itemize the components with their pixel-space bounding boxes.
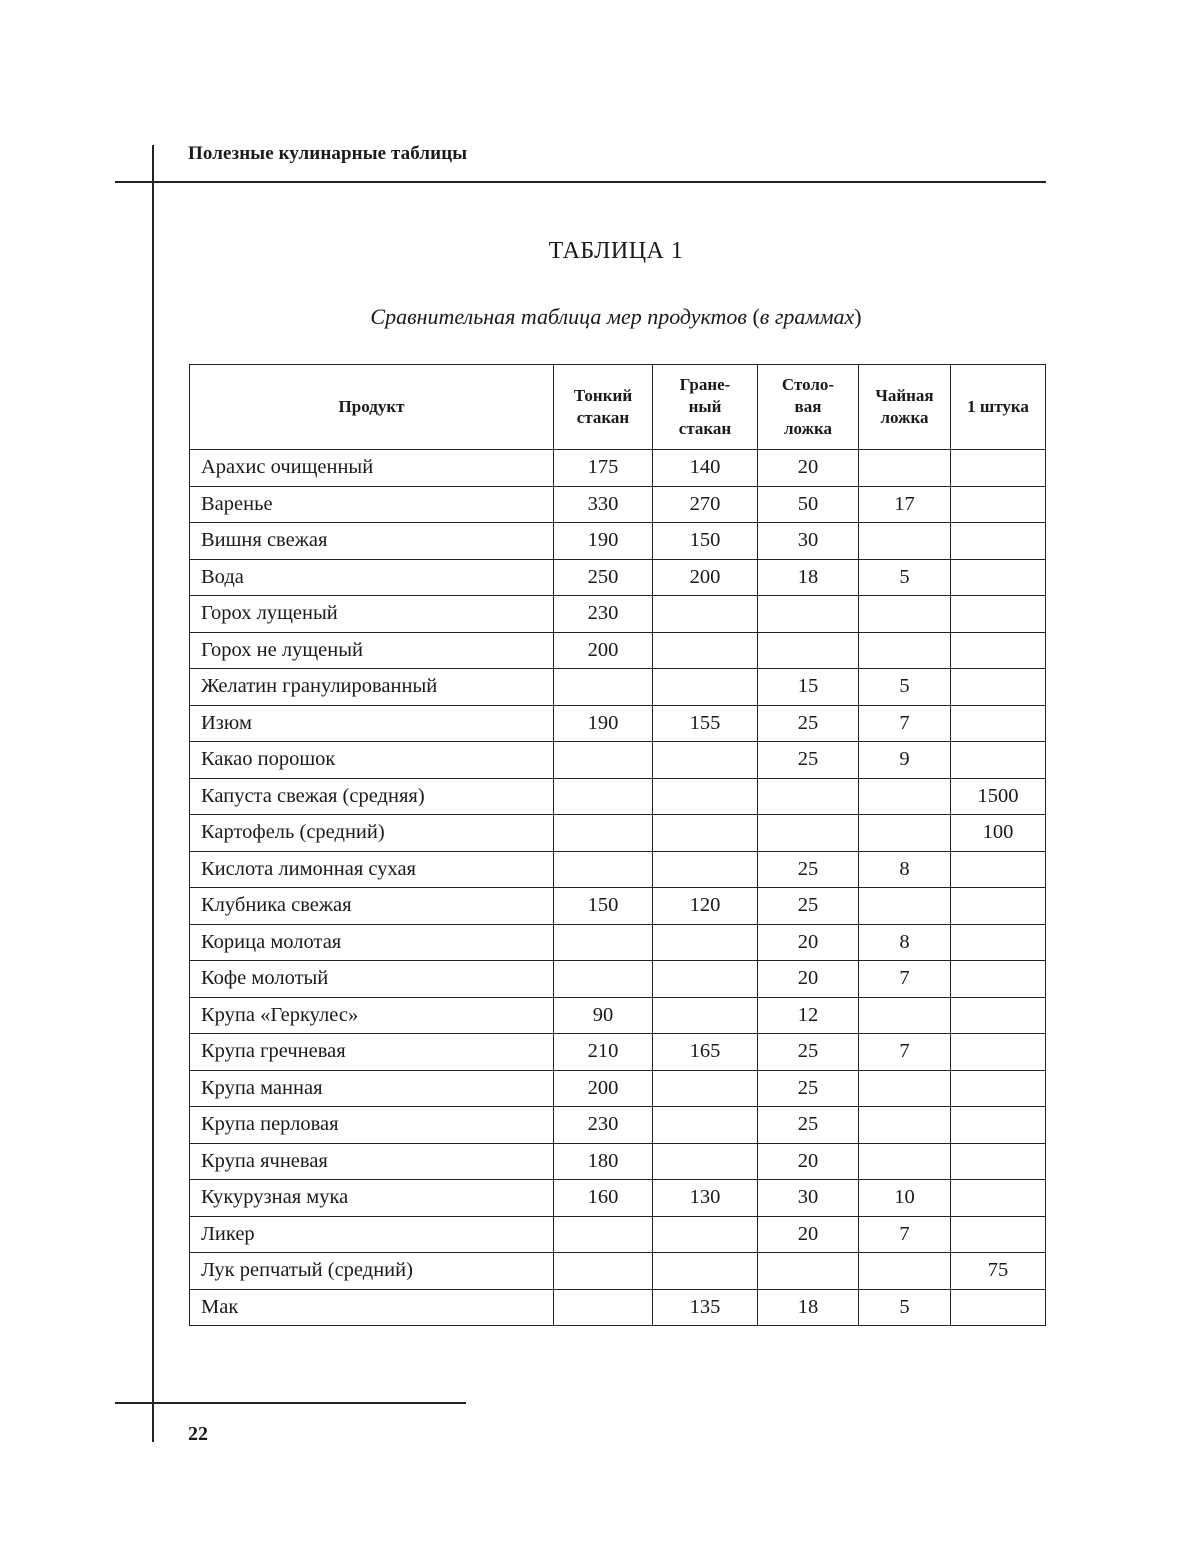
cell-product: Кофе молотый (190, 961, 554, 998)
cell-product: Крупа манная (190, 1070, 554, 1107)
cell-faceted-glass (653, 596, 758, 633)
cell-teaspoon (859, 1107, 951, 1144)
cell-thin-glass (554, 851, 653, 888)
cell-faceted-glass: 150 (653, 523, 758, 560)
cell-thin-glass: 175 (554, 450, 653, 487)
cell-product: Крупа ячневая (190, 1143, 554, 1180)
column-header-line: ложка (880, 408, 929, 427)
cell-faceted-glass (653, 997, 758, 1034)
cell-faceted-glass (653, 961, 758, 998)
cell-faceted-glass (653, 669, 758, 706)
cell-faceted-glass (653, 1253, 758, 1290)
cell-thin-glass: 150 (554, 888, 653, 925)
cell-thin-glass: 160 (554, 1180, 653, 1217)
cell-tablespoon (758, 778, 859, 815)
cell-one-piece (951, 961, 1046, 998)
cell-teaspoon: 7 (859, 1216, 951, 1253)
cell-tablespoon: 20 (758, 961, 859, 998)
cell-teaspoon (859, 888, 951, 925)
column-header-line: Столо- (781, 375, 835, 394)
cell-thin-glass (554, 1289, 653, 1326)
cell-one-piece (951, 559, 1046, 596)
cell-product: Картофель (средний) (190, 815, 554, 852)
cell-faceted-glass (653, 1143, 758, 1180)
column-header-tablespoon (758, 365, 859, 450)
header-rule (115, 181, 1046, 183)
cell-thin-glass: 90 (554, 997, 653, 1034)
cell-product: Горох лущеный (190, 596, 554, 633)
cell-faceted-glass (653, 815, 758, 852)
cell-thin-glass: 250 (554, 559, 653, 596)
cell-faceted-glass (653, 1107, 758, 1144)
cell-teaspoon: 7 (859, 961, 951, 998)
cell-tablespoon: 18 (758, 559, 859, 596)
cell-product: Крупа гречневая (190, 1034, 554, 1071)
cell-thin-glass: 190 (554, 705, 653, 742)
cell-product: Мак (190, 1289, 554, 1326)
cell-one-piece (951, 450, 1046, 487)
cell-faceted-glass: 270 (653, 486, 758, 523)
cell-one-piece (951, 1289, 1046, 1326)
cell-thin-glass: 190 (554, 523, 653, 560)
table-body (190, 450, 1046, 1326)
table-row (190, 815, 1046, 852)
cell-product: Какао порошок (190, 742, 554, 779)
cell-thin-glass: 230 (554, 596, 653, 633)
cell-faceted-glass (653, 924, 758, 961)
cell-one-piece (951, 523, 1046, 560)
cell-product: Кислота лимонная сухая (190, 851, 554, 888)
table-subtitle-text: Сравнительная таблица мер продуктов (370, 304, 747, 329)
cell-teaspoon (859, 523, 951, 560)
table-row (190, 742, 1046, 779)
table-row (190, 1107, 1046, 1144)
cell-tablespoon (758, 1253, 859, 1290)
cell-thin-glass (554, 815, 653, 852)
cell-one-piece (951, 742, 1046, 779)
cell-thin-glass: 200 (554, 1070, 653, 1107)
table-row (190, 705, 1046, 742)
table-subtitle-paren-close: ) (854, 304, 862, 329)
cell-product: Варенье (190, 486, 554, 523)
cell-tablespoon (758, 815, 859, 852)
column-header-line: 1 штука (967, 397, 1029, 416)
table-row (190, 888, 1046, 925)
cell-thin-glass: 210 (554, 1034, 653, 1071)
table-header-row (190, 365, 1046, 450)
cell-teaspoon (859, 632, 951, 669)
cell-one-piece (951, 924, 1046, 961)
column-header-line: ный (688, 397, 722, 416)
table-row (190, 1180, 1046, 1217)
table-row (190, 596, 1046, 633)
cell-tablespoon: 25 (758, 851, 859, 888)
cell-one-piece (951, 486, 1046, 523)
cell-one-piece (951, 1070, 1046, 1107)
cell-teaspoon: 5 (859, 1289, 951, 1326)
cell-thin-glass: 230 (554, 1107, 653, 1144)
cell-thin-glass (554, 924, 653, 961)
cell-tablespoon: 50 (758, 486, 859, 523)
table-row (190, 778, 1046, 815)
cell-tablespoon: 15 (758, 669, 859, 706)
cell-product: Желатин гранулированный (190, 669, 554, 706)
cell-teaspoon: 7 (859, 1034, 951, 1071)
cell-product: Крупа перловая (190, 1107, 554, 1144)
cell-product: Клубника свежая (190, 888, 554, 925)
table-row (190, 1143, 1046, 1180)
cell-thin-glass (554, 742, 653, 779)
column-header-product (190, 365, 554, 450)
cell-thin-glass: 180 (554, 1143, 653, 1180)
cell-thin-glass: 200 (554, 632, 653, 669)
cell-teaspoon (859, 815, 951, 852)
cell-one-piece (951, 705, 1046, 742)
column-header-line: ложка (784, 419, 832, 438)
cell-faceted-glass: 130 (653, 1180, 758, 1217)
column-header-line: стакан (678, 419, 732, 438)
cell-tablespoon: 12 (758, 997, 859, 1034)
table-row (190, 1034, 1046, 1071)
cell-faceted-glass: 135 (653, 1289, 758, 1326)
cell-faceted-glass (653, 1070, 758, 1107)
cell-tablespoon: 25 (758, 742, 859, 779)
cell-product: Арахис очищенный (190, 450, 554, 487)
cell-faceted-glass: 200 (653, 559, 758, 596)
cell-faceted-glass: 155 (653, 705, 758, 742)
cell-tablespoon: 20 (758, 1216, 859, 1253)
table-row (190, 450, 1046, 487)
cell-tablespoon: 30 (758, 1180, 859, 1217)
cell-teaspoon: 8 (859, 924, 951, 961)
cell-tablespoon: 20 (758, 1143, 859, 1180)
table-row (190, 1289, 1046, 1326)
cell-tablespoon: 25 (758, 1107, 859, 1144)
cell-product: Лук репчатый (средний) (190, 1253, 554, 1290)
column-header-line: вая (794, 397, 822, 416)
cell-teaspoon (859, 596, 951, 633)
cell-one-piece (951, 1034, 1046, 1071)
column-header-line: Гране- (679, 375, 731, 394)
cell-product: Изюм (190, 705, 554, 742)
cell-teaspoon (859, 1253, 951, 1290)
cell-one-piece (951, 1216, 1046, 1253)
cell-thin-glass (554, 1253, 653, 1290)
cell-one-piece (951, 1107, 1046, 1144)
cell-product: Кукурузная мука (190, 1180, 554, 1217)
table-subtitle (188, 304, 1044, 330)
table-row (190, 669, 1046, 706)
table-row (190, 632, 1046, 669)
cell-teaspoon: 10 (859, 1180, 951, 1217)
table-row (190, 997, 1046, 1034)
table-subtitle-unit: в граммах (759, 304, 855, 329)
cell-product: Капуста свежая (средняя) (190, 778, 554, 815)
column-header-faceted-glass (653, 365, 758, 450)
margin-vertical-rule (152, 145, 154, 1442)
cell-teaspoon (859, 1070, 951, 1107)
table-row (190, 924, 1046, 961)
table-row (190, 851, 1046, 888)
cell-thin-glass: 330 (554, 486, 653, 523)
cell-one-piece (951, 632, 1046, 669)
cell-tablespoon: 25 (758, 1070, 859, 1107)
running-header: Полезные кулинарные таблицы (188, 143, 468, 164)
column-header-teaspoon (859, 365, 951, 450)
cell-one-piece (951, 888, 1046, 925)
column-header-line: Чайная (875, 386, 934, 405)
cell-faceted-glass (653, 742, 758, 779)
cell-one-piece (951, 669, 1046, 706)
cell-teaspoon: 5 (859, 559, 951, 596)
cell-one-piece: 100 (951, 815, 1046, 852)
table-row (190, 1216, 1046, 1253)
cell-product: Вишня свежая (190, 523, 554, 560)
cell-faceted-glass: 165 (653, 1034, 758, 1071)
cell-product: Вода (190, 559, 554, 596)
cell-thin-glass (554, 778, 653, 815)
table-row (190, 559, 1046, 596)
table-row (190, 523, 1046, 560)
cell-tablespoon: 25 (758, 705, 859, 742)
cell-tablespoon: 20 (758, 924, 859, 961)
cell-faceted-glass (653, 1216, 758, 1253)
cell-one-piece: 1500 (951, 778, 1046, 815)
cell-product: Крупа «Геркулес» (190, 997, 554, 1034)
cell-teaspoon (859, 1143, 951, 1180)
cell-thin-glass (554, 1216, 653, 1253)
cell-teaspoon (859, 450, 951, 487)
column-header-thin-glass (554, 365, 653, 450)
cell-one-piece (951, 851, 1046, 888)
cell-tablespoon: 20 (758, 450, 859, 487)
cell-product: Ликер (190, 1216, 554, 1253)
cell-product: Горох не лущеный (190, 632, 554, 669)
cell-tablespoon: 18 (758, 1289, 859, 1326)
cell-tablespoon (758, 632, 859, 669)
cell-teaspoon (859, 778, 951, 815)
table-row (190, 961, 1046, 998)
cell-faceted-glass (653, 851, 758, 888)
measures-table (189, 364, 1046, 1326)
cell-thin-glass (554, 961, 653, 998)
cell-faceted-glass: 120 (653, 888, 758, 925)
column-header-line: стакан (576, 408, 630, 427)
cell-faceted-glass: 140 (653, 450, 758, 487)
table-row (190, 486, 1046, 523)
page-number: 22 (188, 1423, 208, 1445)
cell-tablespoon: 30 (758, 523, 859, 560)
column-header-one-piece (951, 365, 1046, 450)
cell-one-piece (951, 997, 1046, 1034)
cell-teaspoon: 8 (859, 851, 951, 888)
cell-teaspoon: 5 (859, 669, 951, 706)
cell-teaspoon (859, 997, 951, 1034)
cell-teaspoon: 7 (859, 705, 951, 742)
cell-tablespoon (758, 596, 859, 633)
footer-rule (115, 1402, 466, 1404)
column-header-line: Продукт (338, 397, 405, 416)
table-row (190, 1070, 1046, 1107)
cell-product: Корица молотая (190, 924, 554, 961)
cell-tablespoon: 25 (758, 888, 859, 925)
cell-one-piece: 75 (951, 1253, 1046, 1290)
cell-thin-glass (554, 669, 653, 706)
table-row (190, 1253, 1046, 1290)
column-header-line: Тонкий (573, 386, 633, 405)
cell-faceted-glass (653, 632, 758, 669)
cell-one-piece (951, 596, 1046, 633)
cell-one-piece (951, 1180, 1046, 1217)
cell-teaspoon: 9 (859, 742, 951, 779)
cell-teaspoon: 17 (859, 486, 951, 523)
cell-one-piece (951, 1143, 1046, 1180)
table-title: ТАБЛИЦА 1 (548, 238, 684, 264)
table-subtitle-paren-open: ( (746, 304, 760, 329)
cell-tablespoon: 25 (758, 1034, 859, 1071)
cell-faceted-glass (653, 778, 758, 815)
